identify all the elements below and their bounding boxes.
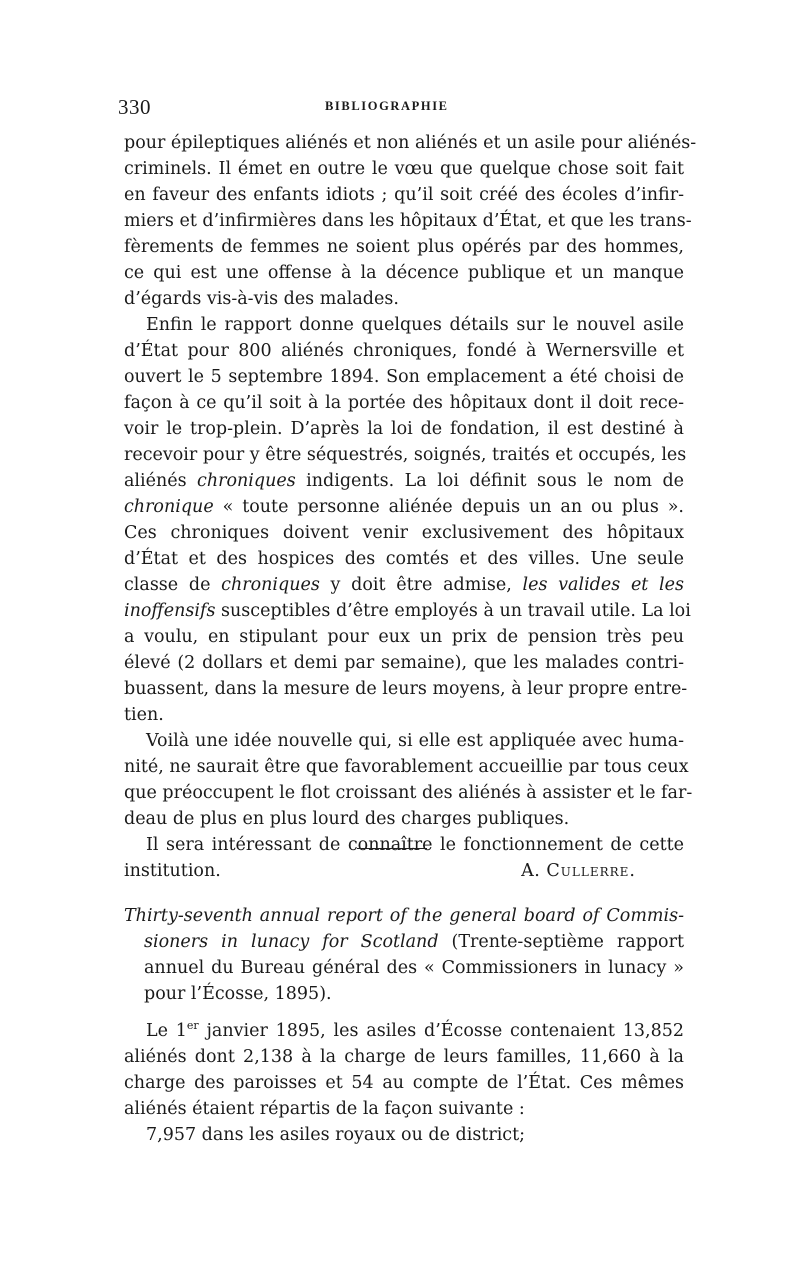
text-run: indigents. La loi définit sous le nom de [295, 471, 684, 491]
superscript: er [186, 1019, 199, 1033]
text-line [124, 572, 684, 598]
text-line [124, 1018, 684, 1044]
text-run: susceptibles d’être employés à un travail utile. La loi [215, 601, 691, 621]
section-divider [357, 848, 427, 849]
emphasis: chronique [124, 497, 214, 517]
text-line: miers et d’infirmières dans les hôpitaux d’État, et que les trans- [124, 211, 692, 231]
text-line: charge des paroisses et 54 au compte de l’État. Ces mêmes [124, 1073, 684, 1093]
author-initial: A. [521, 861, 547, 881]
text-line: pour épileptiques aliénés et non aliénés et un asile pour aliénés- [124, 133, 697, 153]
text-run: aliénés [124, 471, 198, 491]
text-run: (Trente-septième rapport [438, 932, 684, 952]
page-header [118, 95, 686, 119]
text-line: criminels. Il émet en outre le vœu que quelque chose soit fait [124, 159, 684, 179]
text-line: voir le trop-plein. D’après la loi de fondation, il est destiné à [124, 419, 684, 439]
text-line: en faveur des enfants idiots ; qu’il soit créé des écoles d’infir- [124, 185, 684, 205]
text-line: recevoir pour y être séquestrés, soignés, traités et occupés, les [124, 445, 687, 465]
text-line: a voulu, en stipulant pour eux un prix de pension très peu [124, 627, 684, 647]
signature-row [124, 858, 684, 884]
text-line: deau de plus en plus lourd des charges publiques. [124, 809, 570, 829]
text-line: élevé (2 dollars et demi par semaine), que les malades contri- [124, 653, 684, 673]
text-line: pour l’Écosse, 1895). [144, 984, 332, 1004]
text-line [124, 929, 684, 955]
text-line: d’égards vis-à-vis des malades. [124, 289, 399, 309]
text-line: Voilà une idée nouvelle qui, si elle est appliquée avec huma- [146, 731, 684, 751]
text-run: classe de [124, 575, 222, 595]
text-line: aliénés étaient répartis de la façon suivante : [124, 1099, 525, 1119]
text-line [124, 494, 684, 520]
main-text [124, 130, 697, 884]
text-line: ouvert le 5 septembre 1894. Son emplacement a été choisi de [124, 367, 684, 387]
review-heading [124, 903, 684, 1007]
text-run: « toute personne aliénée depuis un an ou plus ». [213, 497, 684, 517]
text-line: façon à ce qu’il soit à la portée des hôpitaux dont il doit rece- [124, 393, 684, 413]
review-title: sioners in lunacy for Scotland [144, 932, 439, 952]
text-line: nité, ne saurait être que favorablement accueillie par tous ceux [124, 757, 689, 777]
review-title: Thirty-seventh annual report of the general board of Commis- [124, 906, 684, 926]
text-line [124, 468, 684, 494]
text-line: fèrements de femmes ne soient plus opérés par des hommes, [124, 237, 684, 257]
page-number: 330 [118, 95, 151, 119]
text-line [124, 903, 684, 929]
text-line: buassent, dans la mesure de leurs moyens, à leur propre entre- [124, 679, 688, 699]
text-line: annuel du Bureau général des « Commissioners in lunacy » [144, 958, 684, 978]
text-line: Il sera intéressant de connaître le fonctionnement de cette [146, 835, 684, 855]
text-line [124, 598, 691, 624]
text-run: y doit être admise, [319, 575, 523, 595]
running-head: BIBLIOGRAPHIE [325, 99, 449, 113]
emphasis: les valides et les [522, 575, 684, 595]
emphasis: chroniques [197, 471, 296, 491]
text-line: que préoccupent le flot croissant des aliénés à assister et le far- [124, 783, 693, 803]
text-line: Ces chroniques doivent venir exclusivement des hôpitaux [124, 523, 684, 543]
text-run: institution. [124, 861, 221, 881]
text-line: aliénés dont 2,138 à la charge de leurs familles, 11,660 à la [124, 1047, 684, 1067]
text-line: tien. [124, 705, 164, 725]
text-run: janvier 1895, les asiles d’Écosse contenaient 13,852 [198, 1021, 684, 1041]
text-line: Enfin le rapport donne quelques détails sur le nouvel asile [146, 315, 684, 335]
text-run: Le 1 [146, 1021, 187, 1041]
emphasis: chroniques [221, 575, 320, 595]
text-line: ce qui est une offense à la décence publique et un manque [124, 263, 684, 283]
text-line: d’État et des hospices des comtés et des villes. Une seule [124, 549, 684, 569]
text-line: 7,957 dans les asiles royaux ou de district; [146, 1125, 526, 1145]
emphasis: inoffensifs [124, 601, 216, 621]
text-line: d’État pour 800 aliénés chroniques, fondé à Wernersville et [124, 341, 684, 361]
author-signature [521, 858, 636, 884]
review-body [124, 1018, 684, 1148]
author-name: Cullerre. [546, 861, 636, 881]
